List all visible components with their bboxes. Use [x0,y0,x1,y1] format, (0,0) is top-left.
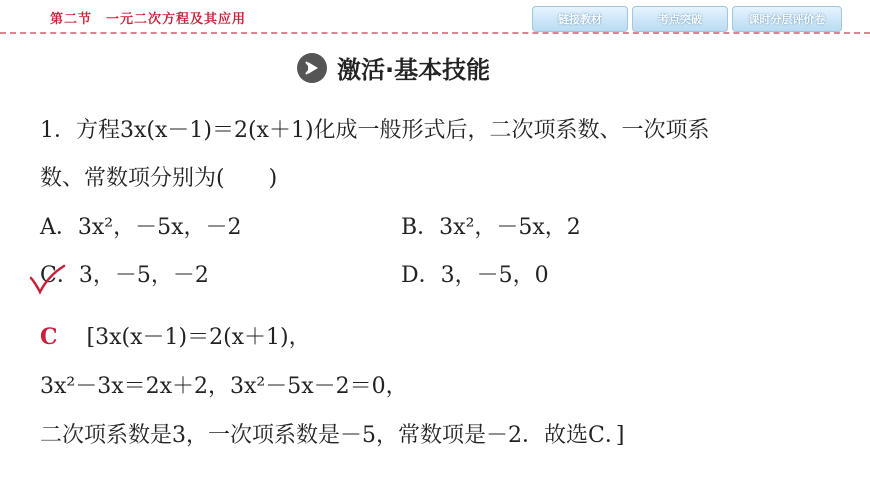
header-divider [0,32,870,34]
check-mark-icon [28,262,68,298]
tab-homework[interactable]: 课时分层评价卷 [732,6,842,32]
solution-step-3: 二次项系数是3，一次项系数是－5，常数项是－2．故选C．] [40,423,625,448]
section-heading [297,50,490,85]
option-a: A．3x²，－5x，－2 [40,215,242,240]
question-line-1: 1．方程3x(x－1)＝2(x＋1)化成一般形式后，二次项系数、一次项系 [40,118,710,143]
play-icon [297,53,327,83]
tab-link-textbook[interactable]: 链接教材 [532,6,628,32]
option-c: C．3，－5，－2 [40,263,209,288]
answer-letter: C [40,324,58,350]
heading-text: 激活·基本技能 [337,56,491,84]
tab-key-points[interactable]: 考点突破 [632,6,728,32]
option-d: D．3，－5，0 [401,263,549,288]
solution-step-2: 3x²－3x＝2x＋2，3x²－5x－2＝0， [40,374,408,399]
answer-line [40,320,311,351]
question-line-2: 数、常数项分别为( ) [40,166,278,191]
option-b: B．3x²，－5x，2 [401,215,581,240]
top-bar [0,0,870,32]
section-title: 第二节 一元二次方程及其应用 [50,12,247,27]
solution-step-1: [3x(x－1)＝2(x＋1)， [86,325,311,350]
nav-tabs [532,6,842,32]
